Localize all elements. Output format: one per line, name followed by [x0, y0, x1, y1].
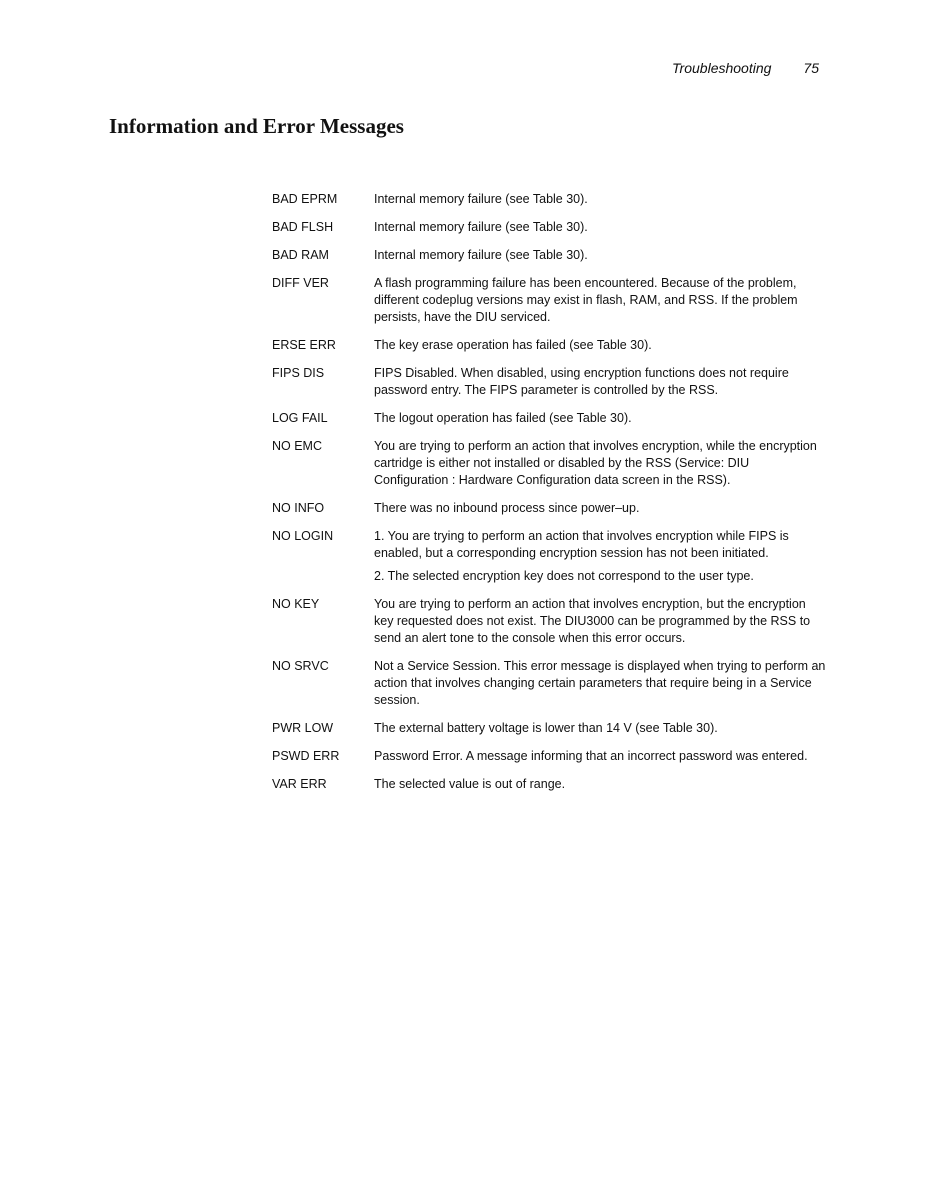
message-row — [272, 219, 826, 236]
message-paragraph: You are trying to perform an action that involves encryption, but the encryption key requested does not exist. The DIU3000 can be programmed by the RSS to send an alert tone to the console when this error occurs. — [374, 597, 811, 645]
message-code: NO INFO — [272, 501, 325, 515]
message-row — [272, 720, 826, 737]
section-name: Troubleshooting — [672, 60, 772, 76]
message-row — [272, 438, 826, 489]
message-code: ERSE ERR — [272, 338, 336, 352]
message-code: NO SRVC — [272, 659, 329, 673]
message-paragraph: Not a Service Session. This error message is displayed when trying to perform an action that involves changing certain parameters that require being in a Service session. — [374, 659, 826, 707]
message-paragraph: 2. The selected encryption key does not correspond to the user type. — [374, 569, 754, 583]
message-description — [374, 275, 826, 326]
message-paragraph: The external battery voltage is lower than 14 V (see Table 30). — [374, 721, 718, 735]
message-paragraph: 1. You are trying to perform an action that involves encryption while FIPS is enabled, but a corresponding encryption session has not been initiated. — [374, 529, 789, 560]
message-description — [374, 500, 826, 517]
message-description — [374, 219, 826, 236]
message-row — [272, 528, 826, 585]
message-description — [374, 365, 826, 399]
message-description — [374, 748, 826, 765]
message-paragraph: The key erase operation has failed (see Table 30). — [374, 338, 652, 352]
message-code: PWR LOW — [272, 721, 334, 735]
message-list — [272, 191, 826, 804]
message-row — [272, 365, 826, 399]
message-paragraph: FIPS Disabled. When disabled, using encryption functions does not require password entry. The FIPS parameter is controlled by the RSS. — [374, 366, 789, 397]
message-row — [272, 191, 826, 208]
message-paragraph: The selected value is out of range. — [374, 777, 566, 791]
message-row — [272, 658, 826, 709]
message-code: NO KEY — [272, 597, 320, 611]
message-description — [374, 337, 826, 354]
message-description — [374, 528, 826, 585]
page-title: Information and Error Messages — [109, 114, 404, 138]
message-code: DIFF VER — [272, 276, 329, 290]
message-code: NO EMC — [272, 439, 322, 453]
message-description — [374, 191, 826, 208]
message-description — [374, 410, 826, 427]
message-paragraph: There was no inbound process since power–up. — [374, 501, 640, 515]
message-row — [272, 247, 826, 264]
message-row — [272, 337, 826, 354]
running-header — [672, 60, 819, 76]
message-row — [272, 748, 826, 765]
message-code: LOG FAIL — [272, 411, 328, 425]
message-code: FIPS DIS — [272, 366, 325, 380]
message-code: BAD RAM — [272, 248, 329, 262]
message-description — [374, 658, 826, 709]
message-row — [272, 275, 826, 326]
message-paragraph: Internal memory failure (see Table 30). — [374, 248, 588, 262]
message-paragraph: Internal memory failure (see Table 30). — [374, 220, 588, 234]
message-paragraph: A flash programming failure has been encountered. Because of the problem, different codeplug versions may exist in flash, RAM, and RSS. If the problem persists, have the DIU serviced. — [374, 276, 798, 324]
message-paragraph: Internal memory failure (see Table 30). — [374, 192, 588, 206]
message-row — [272, 596, 826, 647]
message-row — [272, 500, 826, 517]
message-row — [272, 776, 826, 793]
message-paragraph: You are trying to perform an action that involves encryption, while the encryption cartridge is either not installed or disabled by the RSS (Service: DIU Configuration : Hardware Configuration data screen in the RSS). — [374, 439, 817, 487]
message-description — [374, 247, 826, 264]
message-code: NO LOGIN — [272, 529, 334, 543]
message-description — [374, 720, 826, 737]
message-code: VAR ERR — [272, 777, 327, 791]
message-paragraph: Password Error. A message informing that an incorrect password was entered. — [374, 749, 808, 763]
message-code: BAD FLSH — [272, 220, 334, 234]
message-description — [374, 438, 826, 489]
message-code: PSWD ERR — [272, 749, 340, 763]
message-paragraph: The logout operation has failed (see Table 30). — [374, 411, 632, 425]
message-code: BAD EPRM — [272, 192, 338, 206]
message-description — [374, 776, 826, 793]
message-row — [272, 410, 826, 427]
message-description — [374, 596, 826, 647]
page-number: 75 — [803, 60, 819, 76]
